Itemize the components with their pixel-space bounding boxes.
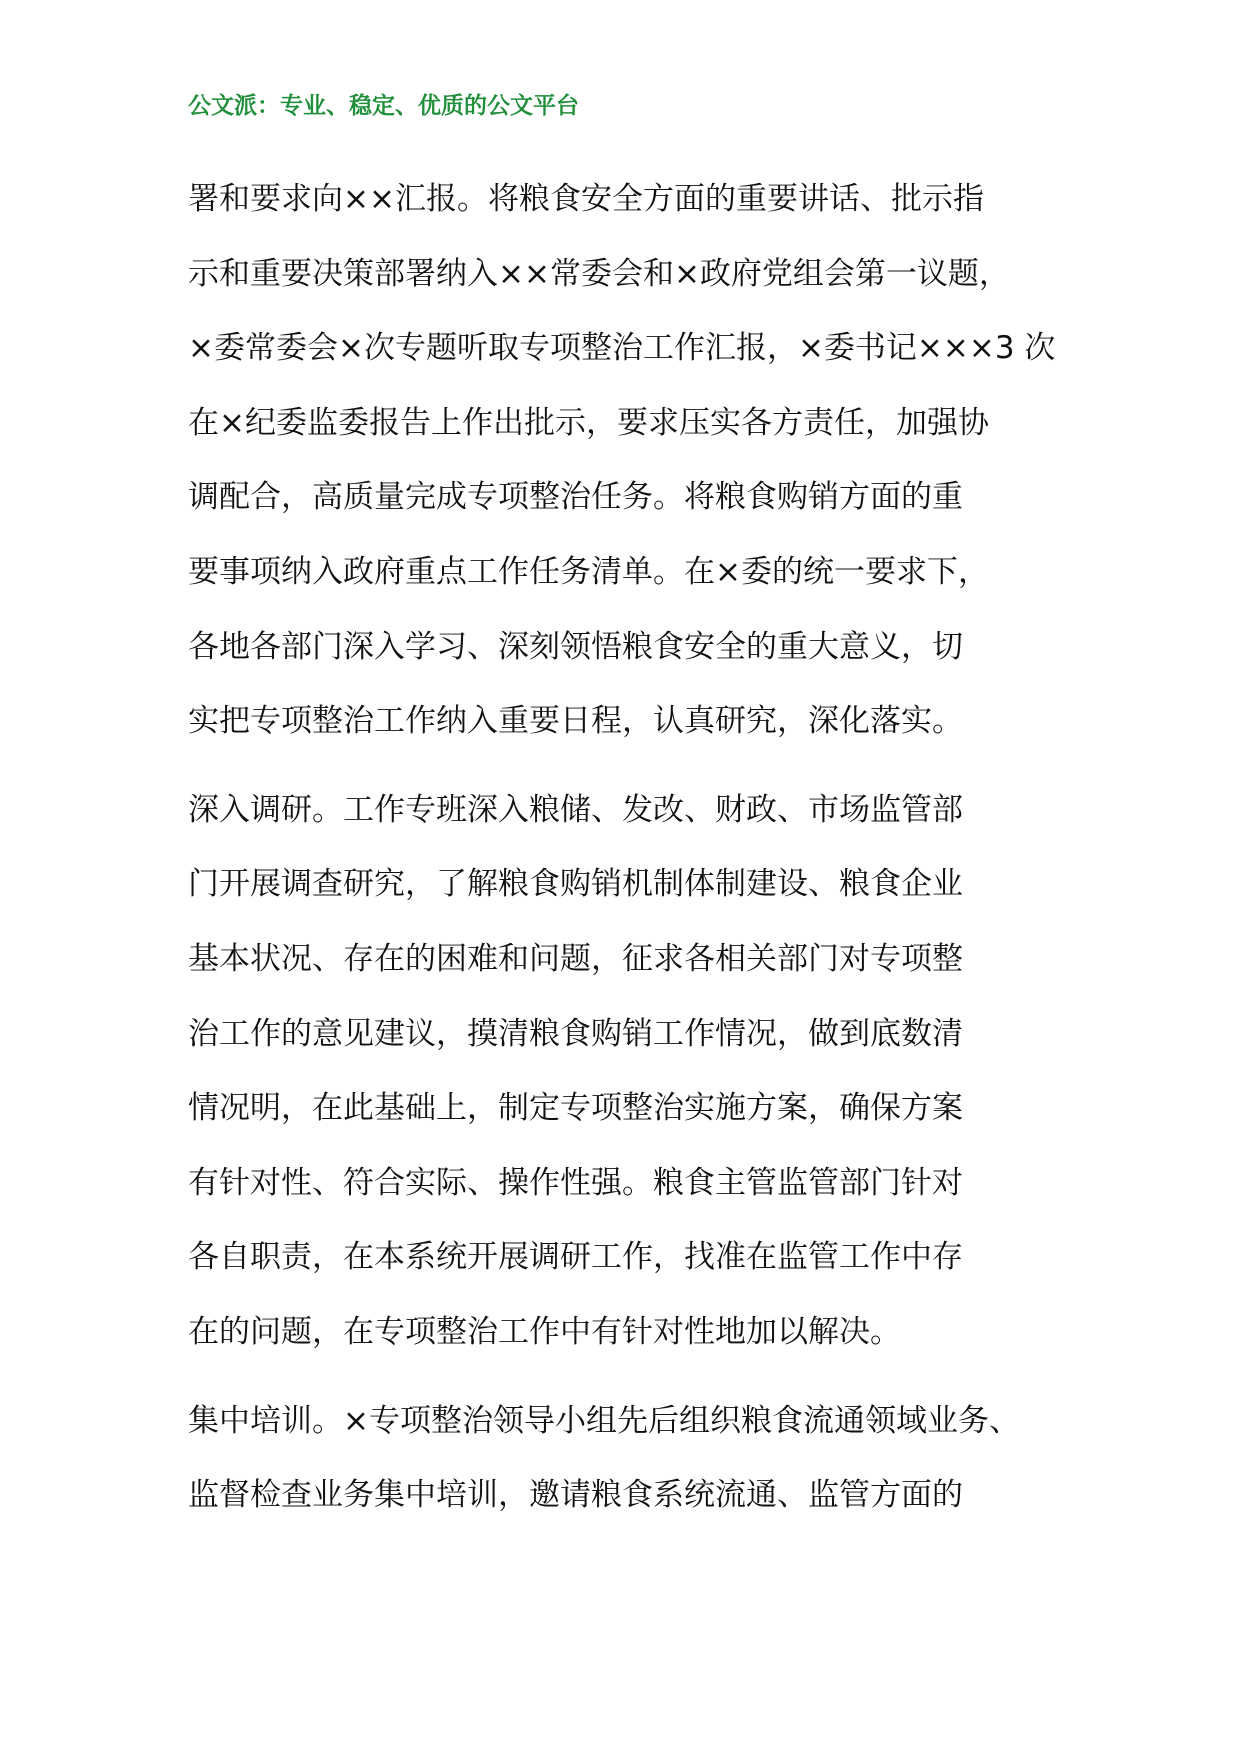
text-line: 治工作的意见建议，摸清粮食购销工作情况，做到底数清 — [188, 1015, 963, 1052]
page-header-title: 公文派：专业、稳定、优质的公文平台 — [188, 93, 579, 119]
text-line: 深入调研。工作专班深入粮储、发改、财政、市场监管部 — [188, 791, 963, 828]
paragraph-3 — [188, 1384, 1068, 1533]
text-line: 在×纪委监委报告上作出批示，要求压实各方责任，加强协 — [188, 404, 989, 441]
text-line: 要事项纳入政府重点工作任务清单。在×委的统一要求下， — [188, 553, 989, 590]
text-line: 监督检查业务集中培训，邀请粮食系统流通、监管方面的 — [188, 1477, 963, 1514]
text-line: 有针对性、符合实际、操作性强。粮食主管监管部门针对 — [188, 1164, 963, 1201]
text-line: 基本状况、存在的困难和问题，征求各相关部门对专项整 — [188, 940, 963, 977]
text-line: 实把专项整治工作纳入重要日程，认真研究，深化落实。 — [188, 703, 963, 740]
paragraph-2 — [188, 773, 1068, 1370]
text-line: ×委常委会×次专题听取专项整治工作汇报，×委书记×××3 次 — [188, 330, 1056, 367]
text-line: 示和重要决策部署纳入××常委会和×政府党组会第一议题， — [188, 255, 1010, 292]
document-body — [188, 162, 1068, 1547]
text-line: 情况明，在此基础上，制定专项整治实施方案，确保方案 — [188, 1090, 963, 1127]
text-line: 调配合，高质量完成专项整治任务。将粮食购销方面的重 — [188, 479, 963, 516]
text-line: 门开展调查研究，了解粮食购销机制体制建设、粮食企业 — [188, 866, 963, 903]
text-line: 在的问题，在专项整治工作中有针对性地加以解决。 — [188, 1313, 901, 1350]
text-line: 各自职责，在本系统开展调研工作，找准在监管工作中存 — [188, 1239, 963, 1276]
paragraph-1 — [188, 162, 1068, 759]
text-line: 各地各部门深入学习、深刻领悟粮食安全的重大意义，切 — [188, 628, 963, 665]
text-line: 署和要求向××汇报。将粮食安全方面的重要讲话、批示指 — [188, 181, 984, 217]
text-line: 集中培训。×专项整治领导小组先后组织粮食流通领域业务、 — [188, 1402, 1020, 1439]
